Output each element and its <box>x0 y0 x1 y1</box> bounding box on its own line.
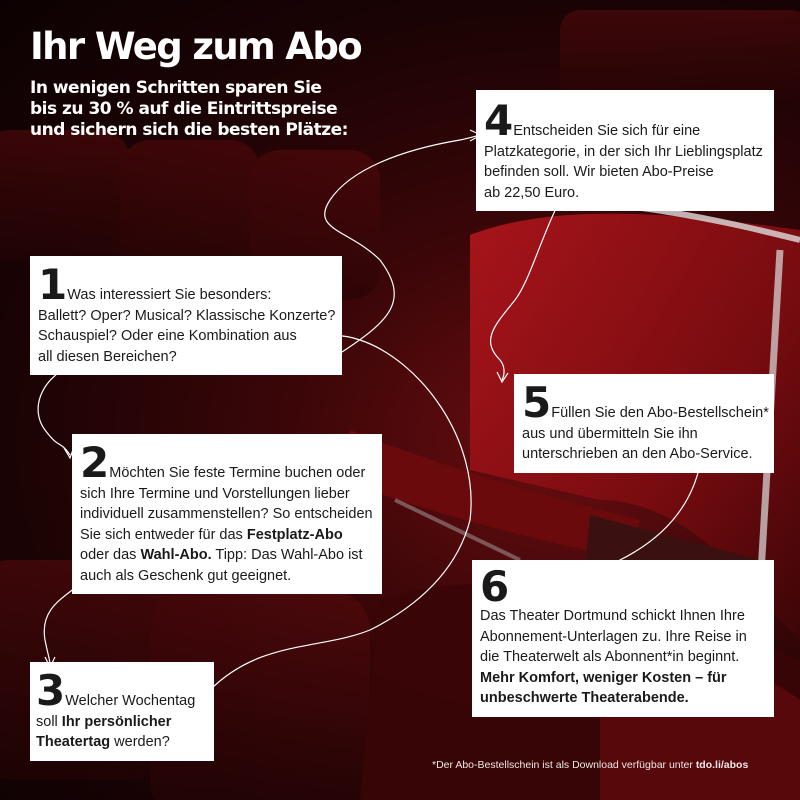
step-text: Schauspiel? Oder eine Kombination aus <box>38 328 297 344</box>
step-card-3 <box>30 662 214 761</box>
festplatz-abo-label: Festplatz-Abo <box>246 526 343 543</box>
step-2-first-line <box>80 438 372 487</box>
step-text: Möchten Sie feste Termine buchen oder <box>109 465 366 481</box>
step-text-row <box>80 545 372 566</box>
step-number: 6 <box>480 562 508 611</box>
step-number: 2 <box>80 438 108 487</box>
step-text: sich Ihre Termine und Vorstellungen lieber <box>80 485 350 502</box>
step-text: Was interessiert Sie besonders: <box>67 287 272 303</box>
subtitle-line: In wenigen Schritten sparen Sie <box>30 78 322 98</box>
step-text: ab 22,50 Euro. <box>484 184 580 201</box>
step-highlight: unbeschwerte Theaterabende. <box>480 690 689 706</box>
step-text: soll <box>36 713 58 730</box>
step-text-row <box>36 732 206 753</box>
step-number: 3 <box>36 666 64 715</box>
footnote-link[interactable]: tdo.li/abos <box>695 759 749 771</box>
theatertag-label: Theatertag <box>36 734 111 750</box>
step-text: werden? <box>114 734 170 750</box>
step-card-5 <box>514 374 774 473</box>
step-text: Tipp: Das Wahl-Abo ist <box>215 547 363 563</box>
page-title: Ihr Weg zum Abo <box>30 25 362 68</box>
step-text: aus und übermitteln Sie ihn <box>522 425 698 442</box>
step-text: Platzkategorie, in der sich Ihr Lieblingsplatz <box>484 143 763 160</box>
step-number: 4 <box>484 96 512 145</box>
subtitle-line: und sichern sich die besten Plätze: <box>30 120 348 140</box>
step-text: die Theaterwelt als Abonnent*in beginnt. <box>480 649 740 665</box>
step-5-first-line <box>522 378 769 427</box>
step-card-4 <box>476 90 774 211</box>
step-text: Welcher Wochentag <box>65 693 196 709</box>
step-text: Abonnement-Unterlagen zu. Ihre Reise in <box>480 628 747 645</box>
footnote <box>432 759 748 771</box>
subtitle-line: bis zu 30 % auf die Eintrittspreise <box>30 99 338 119</box>
step-text: Entscheiden Sie sich für eine <box>513 123 701 139</box>
persoenlicher-label: Ihr persönlicher <box>61 713 172 730</box>
page-subtitle <box>30 78 370 141</box>
step-text-row <box>36 712 206 733</box>
step-text: individuell zusammenstellen? So entscheiden <box>80 506 373 522</box>
step-number: 5 <box>522 378 550 427</box>
step-text: oder das <box>80 547 137 563</box>
footnote-text: *Der Abo-Bestellschein ist als Download verfügbar unter <box>432 759 693 771</box>
step-card-6 <box>472 560 774 717</box>
step-text: Ballett? Oper? Musical? Klassische Konzerte? <box>38 307 336 324</box>
step-text: all diesen Bereichen? <box>38 348 177 365</box>
step-text: Das Theater Dortmund schickt Ihnen Ihre <box>480 608 745 624</box>
step-number: 1 <box>38 260 66 309</box>
step-text: Füllen Sie den Abo-Bestellschein* <box>551 405 769 421</box>
wahl-abo-label: Wahl-Abo. <box>140 547 212 563</box>
step-3-first-line <box>36 666 206 715</box>
step-text: auch als Geschenk gut geeignet. <box>80 567 292 584</box>
step-text: befinden soll. Wir bieten Abo-Preise <box>484 164 714 180</box>
step-text-row <box>80 525 372 546</box>
step-card-2 <box>72 434 382 594</box>
step-card-1 <box>30 256 342 375</box>
step-text: unterschrieben an den Abo-Service. <box>522 446 753 462</box>
step-text: Sie sich entweder für das <box>80 526 243 543</box>
step-highlight: Mehr Komfort, weniger Kosten – für <box>480 669 727 686</box>
step-1-first-line <box>38 260 332 309</box>
step-4-first-line <box>484 96 766 145</box>
